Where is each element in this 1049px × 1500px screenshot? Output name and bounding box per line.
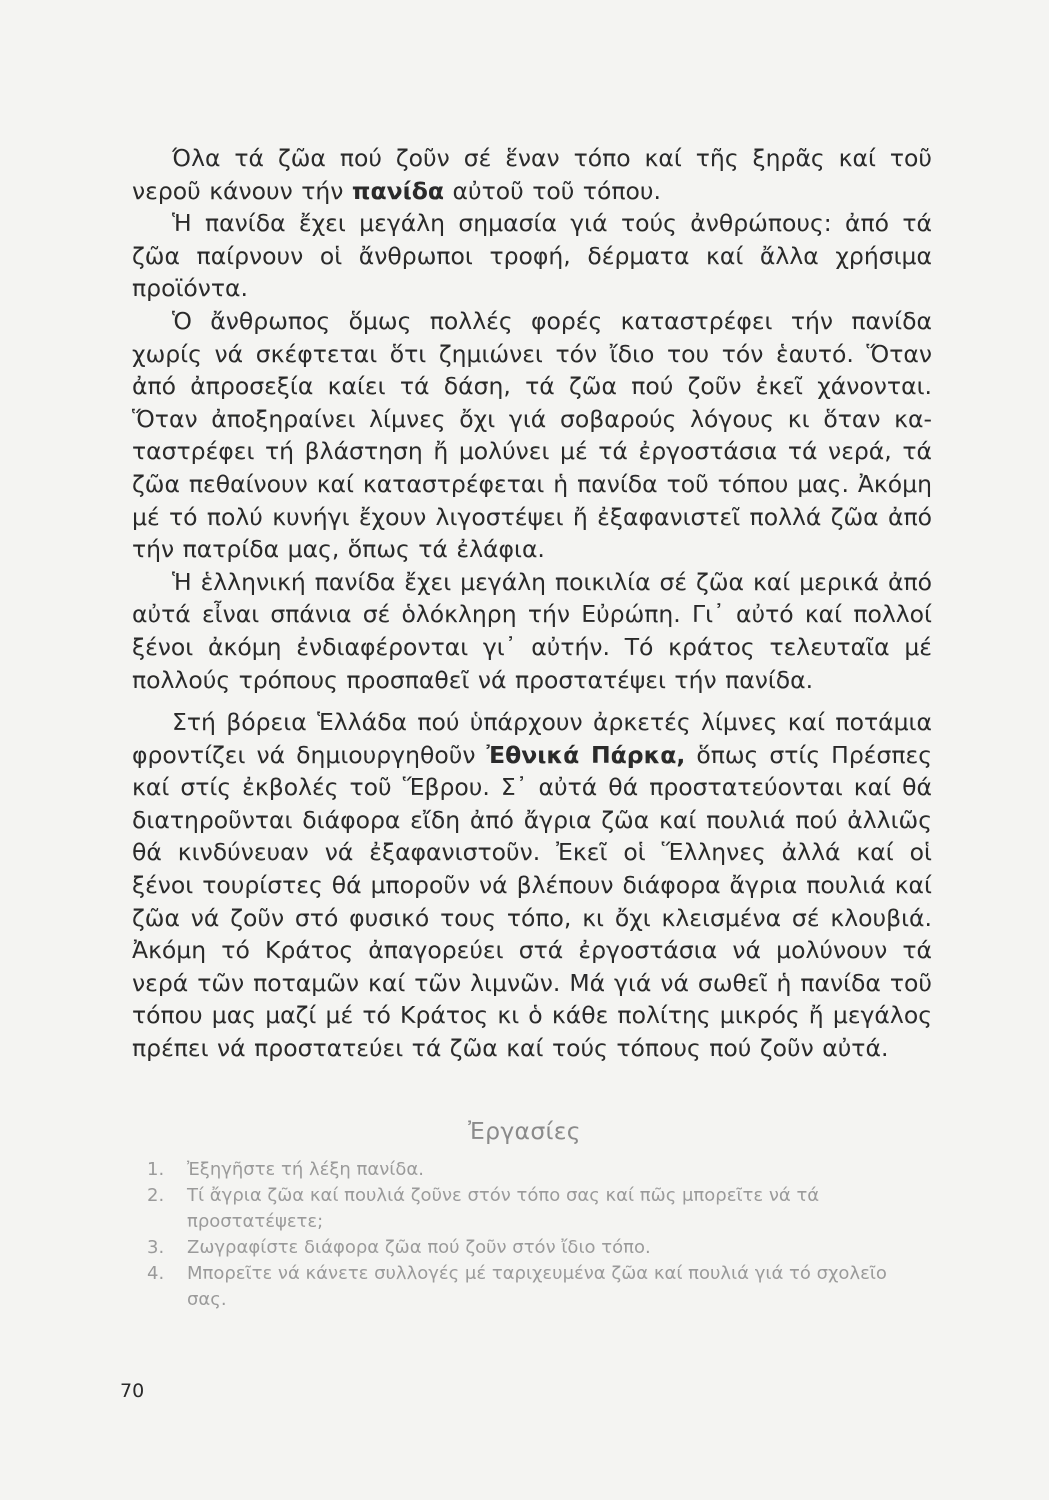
exercises-list <box>147 1157 907 1313</box>
exercise-text: Τί ἄγρια ζῶα καί πουλιά ζοῦνε στόν τόπο σας καί πῶς μπορεῖτε νά τά προστατέψετε; <box>187 1185 820 1232</box>
p1-text-before: Όλα τά ζῶα πού ζοῦν σέ ἕναν τόπο καί τῆς ξηρᾶς καί τοῦ νεροῦ κάνουν τήν <box>132 144 932 205</box>
paragraph-fauna-destruction: Ὁ ἄνθρωπος ὅμως πολλές φορές καταστρέφει τήν πανίδα χωρίς νά σκέφτεται ὅτι ζημιώνει τόν ἴδιο του τόν ἑαυτό. Ὅταν ἀπό ἀπροσεξία καίει τά δάση, τά ζῶα πού ζοῦν ἐκεῖ χάνονται. Ὅταν ἀποξηραίνει λίμνες ὄχι γιά σοβαρούς λόγους κι ὅταν καταστρέφει τή βλάστηση ἤ μολύνει μέ τά ἐργοστάσια τά νερά, τά ζῶα πεθαίνουν καί καταστρέφεται ἡ πανίδα τοῦ τόπου μας. Ἀκόμη μέ τό πολύ κυνήγι ἔχουν λιγοστέψει ἤ ἐξαφανιστεῖ πολλά ζῶα ἀπό τήν πατρίδα μας, ὅπως τά ἐλάφια. <box>132 306 932 564</box>
p5-bold-term: Ἐθνικά Πάρκα, <box>486 740 686 769</box>
p5-text-before: Στή βόρεια Ἑλλάδα πού ὑπάρχουν ἀρκετές λίμνες καί ποτάμια φροντίζει νά δημιουργηθοῦν <box>132 708 932 769</box>
main-text <box>132 142 932 1065</box>
exercise-item <box>147 1157 907 1183</box>
p5-text-after: ὅπως στίς Πρέσπες καί στίς ἐκβολές τοῦ Ἕβρου. Σ᾽ αὐτά θά προστατεύονται καί θά διατηροῦνται διάφορα εἴδη ἀπό ἄγρια ζῶα καί πουλιά πού ἀλλιῶς θά κινδύνευαν νά ἐξαφανιστοῦν. Ἐκεῖ οἱ Ἕλληνες ἀλλά καί οἱ ξένοι τουρίστες θά μποροῦν νά βλέπουν διάφορα ἄγρια πουλιά καί ζῶα νά ζοῦν στό φυσικό τους τόπο, κι ὄχι κλεισμένα σέ κλουβιά. Ἀκόμη τό Κράτος ἀπαγορεύει στά ἐργοστάσια νά μολύνουν τά νερά τῶν ποταμῶν καί τῶν λιμνῶν. Μά γιά νά σωθεῖ ἡ πανίδα τοῦ τόπου μας μαζί μέ τό Κράτος κι ὁ κάθε πολίτης μικρός ἤ μεγάλος πρέπει νά προστατεύει τά ζῶα καί τούς τόπους πού ζοῦν αὐτά. <box>132 740 932 1063</box>
exercise-number: 3. <box>147 1237 165 1258</box>
p1-text-after: αὐτοῦ τοῦ τόπου. <box>444 176 661 205</box>
exercise-number: 2. <box>147 1185 165 1206</box>
p1-bold-term: πανίδα <box>351 176 445 205</box>
exercise-item <box>147 1235 907 1261</box>
exercise-item <box>147 1183 907 1235</box>
exercise-text: Μπορεῖτε νά κάνετε συλλογές μέ ταριχευμένα ζῶα καί πουλιά γιά τό σχολεῖο σας. <box>187 1263 887 1310</box>
paragraph-national-parks <box>132 706 932 1065</box>
paragraph-fauna-importance: Ἡ πανίδα ἔχει μεγάλη σημασία γιά τούς ἀνθρώπους: ἀπό τά ζῶα παίρνουν οἱ ἄνθρωποι τροφή, δέρματα καί ἄλλα χρήσιμα προϊόντα. <box>132 209 932 303</box>
exercises-heading: Ἐργασίες <box>468 1117 581 1145</box>
paragraph-fauna-definition <box>132 142 932 207</box>
exercise-text: Ἐξηγῆστε τή λέξη πανίδα. <box>187 1159 424 1180</box>
exercise-number: 1. <box>147 1159 165 1180</box>
exercise-text: Ζωγραφίστε διάφορα ζῶα πού ζοῦν στόν ἴδιο τόπο. <box>187 1237 651 1258</box>
exercise-number: 4. <box>147 1263 165 1284</box>
paragraph-greek-fauna: Ἡ ἑλληνική πανίδα ἔχει μεγάλη ποικιλία σέ ζῶα καί μερικά ἀπό αὐτά εἶναι σπάνια σέ ὁλόκληρη τήν Εὐρώπη. Γι᾽ αὐτό καί πολλοί ξένοι ἀκόμη ἐνδιαφέρονται γι᾽ αὐτήν. Τό κράτος τελευταῖα μέ πολλούς τρόπους προσπαθεῖ νά προστατέψει τήν πανίδα. <box>132 567 932 694</box>
exercise-item <box>147 1261 907 1313</box>
page-number: 70 <box>120 1380 145 1402</box>
